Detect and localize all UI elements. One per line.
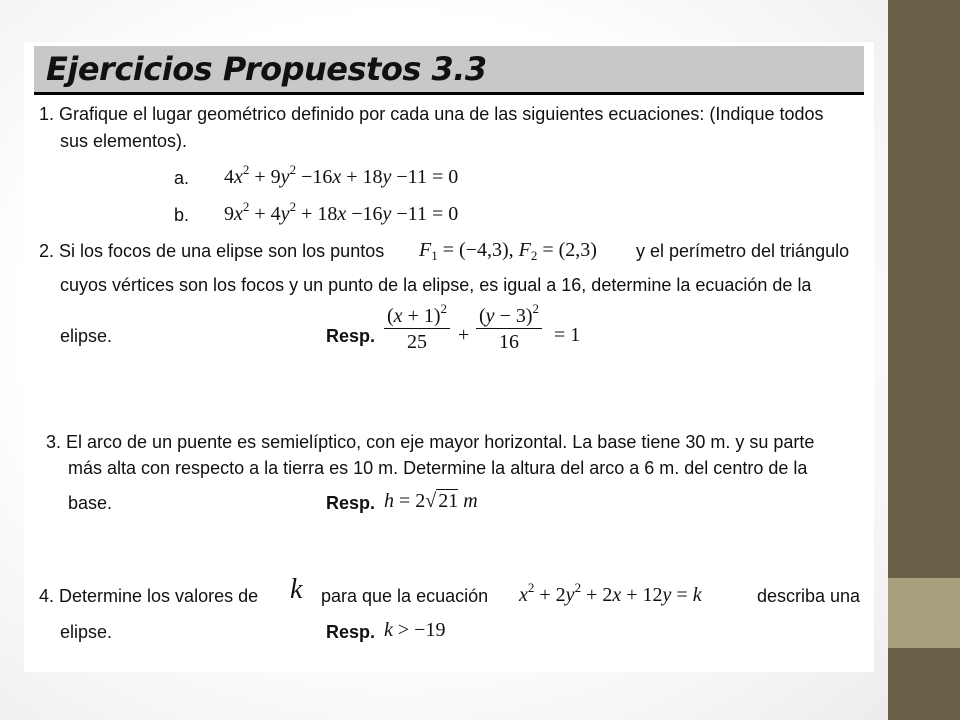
ex3-line3: base.: [68, 493, 113, 513]
decorative-side-accent: [888, 578, 960, 648]
title-bar: [34, 46, 864, 95]
ex2-line1-end: y el perímetro del triángulo: [636, 241, 850, 261]
ex2-fraction-y-denominator: 16: [499, 331, 519, 353]
ex1-equation-a: $4x^2 + 9y^2 -16x + 18y -11 = 0$: [224, 162, 459, 188]
ex3-resp-label: Resp.: [326, 493, 376, 513]
page-title: Ejercicios Propuestos 3.3: [46, 50, 487, 88]
ex1-b-label: b.: [174, 205, 190, 225]
ex3-answer: h = 2√ 21 m: [384, 490, 478, 512]
ex4-resp-label: Resp.: [326, 622, 376, 642]
ex2-plus-sign: +: [458, 324, 470, 346]
ex4-equation: $x^2 + 2y^2 + 2x + 12y = k$: [519, 580, 702, 606]
ex4-line1-end: describa una: [757, 586, 861, 606]
ex2-line2: cuyos vértices son los focos y un punto de la elipse, es igual a 16, determine la ecuación de la: [60, 275, 812, 295]
ex2-equals-one: = 1: [554, 324, 581, 346]
exercise-sheet: [24, 42, 874, 672]
ex2-fraction-y: $\frac{(y - 3)^2}{16}$: [476, 304, 542, 355]
ex4-line1-start: 4. Determine los valores de: [39, 586, 259, 606]
ex1-a-label: a.: [174, 168, 190, 188]
ex1-line2: sus elementos).: [60, 131, 188, 151]
ex2-line1-start: 2. Si los focos de una elipse son los puntos: [39, 241, 385, 261]
ex2-fraction-x: $\frac{(x + 1)^2}{25}$: [384, 304, 450, 355]
ex3-line1: 3. El arco de un puente es semielíptico, con eje mayor horizontal. La base tiene 30 m. y su parte: [46, 432, 815, 452]
ex2-fraction-x-denominator: 25: [407, 331, 427, 353]
ex1-line1: 1. Grafique el lugar geométrico definido por cada una de las siguientes ecuaciones: (Indique todos: [39, 104, 824, 124]
ex4-line2: elipse.: [60, 622, 113, 642]
ex4-line1-mid: para que la ecuación: [321, 586, 489, 606]
ex1-equation-b: $9x^2 + 4y^2 + 18x -16y -11 = 0$: [224, 199, 459, 225]
ex2-resp-label: Resp.: [326, 326, 376, 346]
ex2-foci-equation: $F_1 = (-4,3)$, $F_2 = (2,3)$: [419, 239, 597, 263]
ex2-line3: elipse.: [60, 326, 113, 346]
ex4-answer: k > −19: [384, 619, 446, 641]
ex4-variable-k: k: [290, 574, 303, 605]
ex3-line2: más alta con respecto a la tierra es 10 m. Determine la altura del arco a 6 m. del centro de la: [68, 458, 808, 478]
